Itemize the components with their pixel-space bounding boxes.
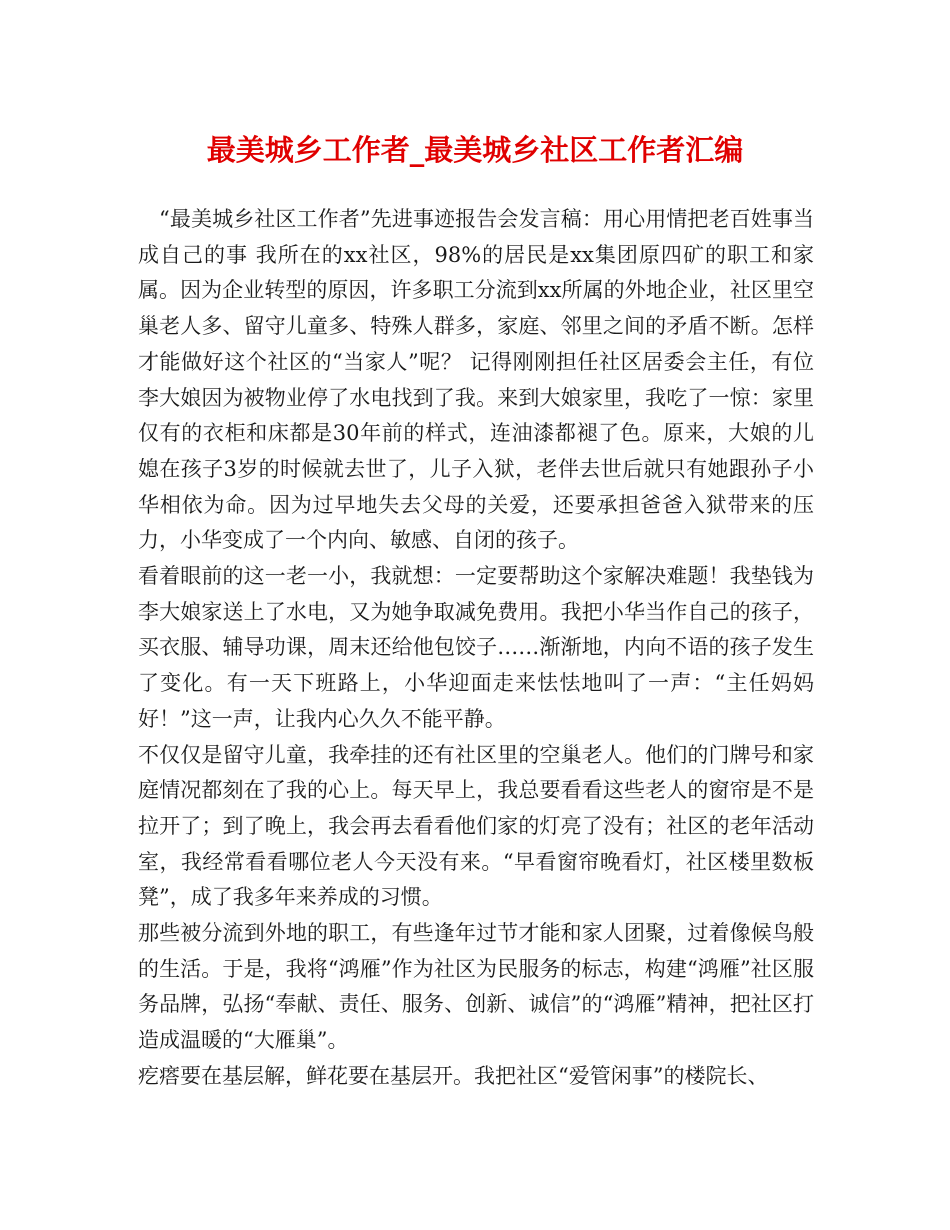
document-title: 最美城乡工作者_最美城乡社区工作者汇编 bbox=[206, 133, 744, 167]
paragraph: 看着眼前的这一老一小，我就想：一定要帮助这个家解决难题！我垫钱为李大娘家送上了水电，又为她争取减免费用。我把小华当作自己的孩子，买衣服、辅导功课，周末还给他包饺子……渐渐地，内向不语的孩子发生了变化。有一天下班路上，小华迎面走来怯怯地叫了一声：“主任妈妈好！”这一声，让我内心久久不能平静。 bbox=[138, 564, 814, 731]
paragraph: 不仅仅是留守儿童，我牵挂的还有社区里的空巢老人。他们的门牌号和家庭情况都刻在了我的心上。每天早上，我总要看看这些老人的窗帘是不是拉开了；到了晚上，我会再去看看他们家的灯亮了没有；社区的老年活动室，我经常看看哪位老人今天没有来。“早看窗帘晚看灯，社区楼里数板凳”，成了我多年来养成的习惯。 bbox=[138, 742, 814, 910]
paragraph: “最美城乡社区工作者”先进事迹报告会发言稿：用心用情把老百姓事当成自己的事 我所在的xx社区，98%的居民是xx集团原四矿的职工和家属。因为企业转型的原因，许多职工分流到xx所属的外地企业，社区里空巢老人多、留守儿童多、特殊人群多，家庭、邻里之间的矛盾不断。怎样才能做好这个社区的“当家人”呢？ 记得刚刚担任社区居委会主任，有位李大娘因为被物业停了水电找到了我。来到大娘家里，我吃了一惊：家里仅有的衣柜和床都是30年前的样式，连油漆都褪了色。原来，大娘的儿媳在孩子3岁的时候就去世了，儿子入狱，老伴去世后就只有她跟孙子小华相依为命。因为过早地失去父母的关爱，还要承担爸爸入狱带来的压力，小华变成了一个内向、敏感、自闭的孩子。 bbox=[138, 207, 814, 553]
document-body bbox=[138, 202, 814, 1095]
paragraph: 那些被分流到外地的职工，有些逢年过节才能和家人团聚，过着像候鸟般的生活。于是，我将“鸿雁”作为社区为民服务的标志，构建“鸿雁”社区服务品牌，弘扬“奉献、责任、服务、创新、诚信”的“鸿雁”精神，把社区打造成温暖的“大雁巢”。 bbox=[138, 921, 814, 1053]
paragraph: 疙瘩要在基层解，鲜花要在基层开。我把社区“爱管闲事”的楼院长、 bbox=[138, 1063, 769, 1088]
